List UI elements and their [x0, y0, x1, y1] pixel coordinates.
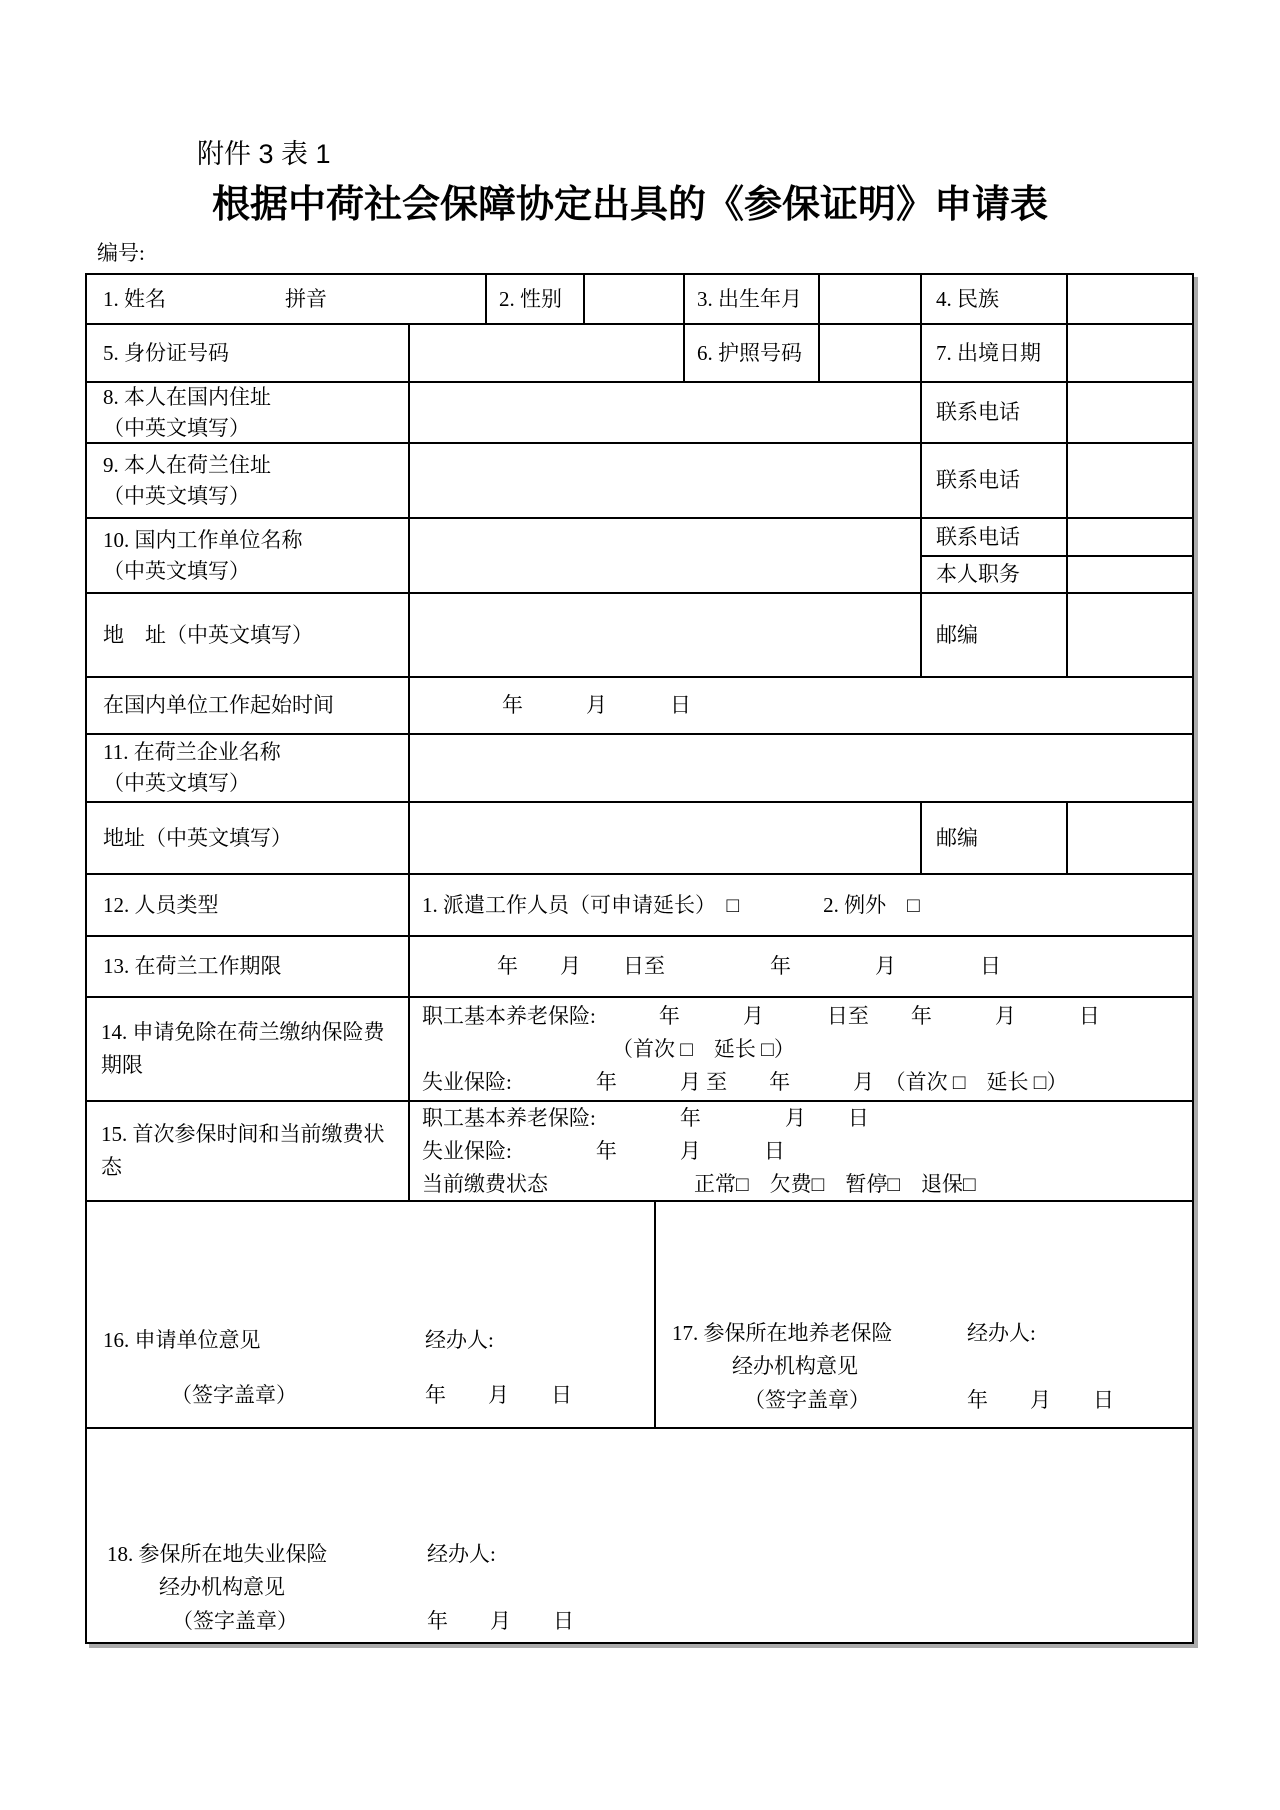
cn-employer-input-cell [410, 519, 922, 594]
first-insured-label: 15. 首次参保时间和当前缴费状态 [101, 1122, 385, 1179]
id-number-label-cell [87, 325, 410, 383]
employer-opinion-cell [87, 1202, 656, 1429]
position-label: 本人职务 [936, 562, 1020, 586]
employer-zip-input-cell [1068, 594, 1192, 678]
serial-number-label: 编号: [97, 241, 145, 265]
phone-label: 联系电话 [936, 468, 1020, 492]
id-number-input-cell [410, 325, 685, 383]
employer-address-label: 地 址（中英文填写） [103, 622, 313, 647]
exemption-label: 14. 申请免除在荷兰缴纳保险费期限 [101, 1020, 385, 1077]
birth-input-cell [820, 275, 922, 325]
personnel-type-label-cell [87, 875, 410, 937]
work-start-input-cell [410, 678, 1192, 735]
nl-address-note: （中英文填写） [103, 483, 250, 508]
position-label-cell [922, 557, 1068, 594]
nl-company-zip-label-cell [922, 803, 1068, 875]
nl-company-input-cell [410, 735, 1192, 803]
exemption-detail-cell [410, 998, 1192, 1102]
cn-phone-label-cell [922, 383, 1068, 444]
id-number-label: 5. 身份证号码 [103, 340, 229, 365]
employer-address-label-cell [87, 594, 410, 678]
employer-phone-label-cell [922, 519, 1068, 557]
cn-employer-label-cell [87, 519, 410, 594]
personnel-type-options: 1. 派遣工作人员（可申请延长） □ 2. 例外 □ [422, 892, 920, 917]
ethnicity-input-cell [1068, 275, 1192, 325]
payment-status-label: 当前缴费状态 [422, 1171, 548, 1196]
passport-label: 6. 护照号码 [697, 340, 802, 365]
cn-address-input-cell [410, 383, 922, 444]
nl-phone-label-cell [922, 444, 1068, 519]
departure-date-label-cell [922, 325, 1068, 383]
ethnicity-label: 4. 民族 [936, 286, 999, 311]
page-title: 根据中荷社会保障协定出具的《参保证明》申请表 [212, 184, 1049, 226]
zip-label: 邮编 [936, 622, 978, 647]
unemployment-agency-label2: 经办机构意见 [159, 1575, 285, 1599]
nl-company-zip-input-cell [1068, 803, 1192, 875]
exemption-unemployment-line: 失业保险: 年 月 至 年 月 （首次 □ 延长 □） [422, 1069, 1068, 1094]
employer-opinion-label: 16. 申请单位意见 [103, 1328, 261, 1352]
handler-label: 经办人: [967, 1321, 1036, 1345]
handler-label: 经办人: [427, 1542, 496, 1566]
first-insured-detail-cell [410, 1102, 1192, 1202]
nl-phone-input-cell [1068, 444, 1192, 519]
nl-work-period-label-cell [87, 937, 410, 998]
handler-label: 经办人: [425, 1328, 494, 1352]
nl-company-address-input-cell [410, 803, 922, 875]
nl-address-input-cell [410, 444, 922, 519]
name-label: 1. 姓名 [103, 286, 166, 311]
cn-address-label-cell [87, 383, 410, 444]
birth-label: 3. 出生年月 [697, 286, 802, 311]
application-form-table [85, 273, 1194, 1644]
employer-zip-label-cell [922, 594, 1068, 678]
cn-employer-note: （中英文填写） [103, 558, 250, 583]
cn-employer-label: 10. 国内工作单位名称 [103, 527, 303, 552]
passport-input-cell [820, 325, 922, 383]
date-blanks: 年 月 日 [967, 1388, 1114, 1412]
payment-status-options: 正常□ 欠费□ 暂停□ 退保□ [694, 1171, 976, 1196]
personnel-type-options-cell [410, 875, 1192, 937]
birth-label-cell [685, 275, 820, 325]
date-blanks: 年 月 日 [427, 1609, 574, 1633]
zip-label: 邮编 [936, 825, 978, 850]
name-label-cell [87, 275, 487, 325]
unemployment-agency-label: 18. 参保所在地失业保险 [107, 1542, 328, 1566]
employer-phone-input-cell [1068, 519, 1192, 557]
work-start-label-cell [87, 678, 410, 735]
nl-address-label-cell [87, 444, 410, 519]
cn-address-label: 8. 本人在国内住址 [103, 384, 271, 409]
gender-label: 2. 性别 [499, 286, 562, 311]
phone-label: 联系电话 [936, 524, 1020, 549]
first-insured-label-cell [87, 1102, 410, 1202]
exemption-firsttime-line: （首次 □ 延长 □） [612, 1036, 795, 1061]
nl-work-period-date-blanks: 年 月 日至 年 月 日 [497, 954, 1001, 978]
gender-label-cell [487, 275, 585, 325]
employer-opinion-sig: （签字盖章） [171, 1383, 297, 1407]
date-blanks: 年 月 日 [425, 1383, 572, 1407]
pension-agency-opinion-cell [656, 1202, 1192, 1429]
nl-company-label: 11. 在荷兰企业名称 [103, 740, 281, 764]
work-start-date-blanks: 年 月 日 [502, 693, 691, 717]
attachment-label: 附件 3 表 1 [197, 139, 331, 169]
nl-company-address-label-cell [87, 803, 410, 875]
nl-company-label-cell [87, 735, 410, 803]
unemployment-agency-sig: （签字盖章） [172, 1609, 298, 1633]
work-start-label: 在国内单位工作起始时间 [103, 693, 334, 717]
pension-agency-sig: （签字盖章） [744, 1388, 870, 1412]
departure-date-label: 7. 出境日期 [936, 340, 1041, 365]
unemployment-agency-opinion-cell [87, 1429, 1192, 1642]
nl-company-note: （中英文填写） [103, 771, 250, 795]
ethnicity-label-cell [922, 275, 1068, 325]
nl-work-period-label: 13. 在荷兰工作期限 [103, 954, 282, 978]
nl-work-period-input-cell [410, 937, 1192, 998]
nl-address-label: 9. 本人在荷兰住址 [103, 452, 271, 477]
cn-address-note: （中英文填写） [103, 415, 250, 440]
first-insured-unemployment-line: 失业保险: 年 月 日 [422, 1138, 785, 1163]
employer-address-input-cell [410, 594, 922, 678]
passport-label-cell [685, 325, 820, 383]
pension-agency-label: 17. 参保所在地养老保险 [672, 1321, 893, 1345]
exemption-pension-line: 职工基本养老保险: 年 月 日至 年 月 日 [422, 1003, 1100, 1028]
gender-input-cell [585, 275, 685, 325]
first-insured-pension-line: 职工基本养老保险: 年 月 日 [422, 1105, 869, 1130]
cn-phone-input-cell [1068, 383, 1192, 444]
nl-company-address-label: 地址（中英文填写） [103, 825, 292, 850]
departure-date-input-cell [1068, 325, 1192, 383]
phone-label: 联系电话 [936, 400, 1020, 424]
pension-agency-label2: 经办机构意见 [732, 1354, 858, 1378]
personnel-type-label: 12. 人员类型 [103, 892, 219, 917]
pinyin-label: 拼音 [285, 286, 327, 311]
exemption-label-cell [87, 998, 410, 1102]
position-input-cell [1068, 557, 1192, 594]
